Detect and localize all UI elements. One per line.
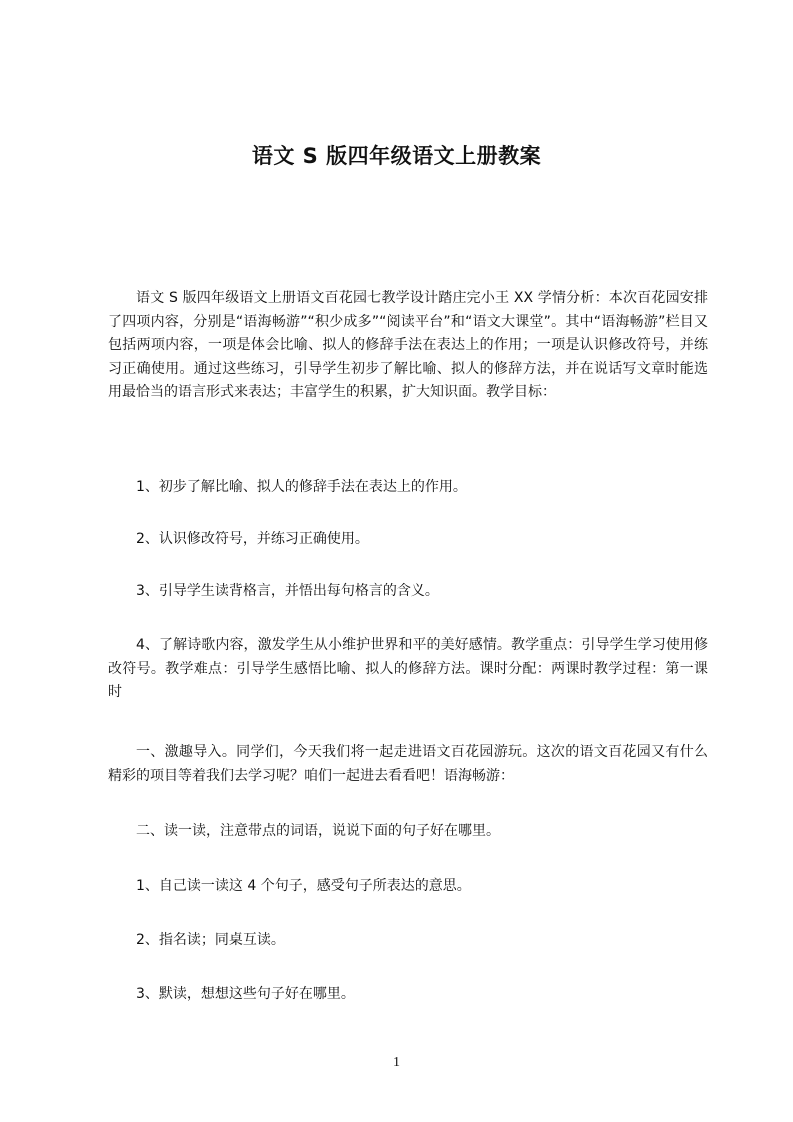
paragraph-objective-1: 1、初步了解比喻、拟人的修辞手法在表达上的作用。	[136, 479, 467, 495]
paragraph-substep-1: 1、自己读一读这 4 个句子，感受句子所表达的意思。	[136, 878, 471, 894]
page-number: 1	[393, 1055, 400, 1070]
paragraph-substep-2: 2、指名读；同桌互读。	[136, 932, 285, 948]
paragraph-intro: 语文 S 版四年级语文上册语文百花园七教学设计踏庄完小王 XX 学情分析：本次百花园安排了四项内容，分别是“语海畅游”“积少成多”“阅读平台”和“语文大课堂”。其中“语海畅游”栏目又包括两项内容，一项是体会比喻、拟人的修辞手法在表达上的作用；一项是认识修改符号，并练习正确使用。通过这些练习，引导学生初步了解比喻、拟人的修辞方法，并在说话写文章时能选用最恰当的语言形式来表达；丰富学生的积累，扩大知识面。教学目标：	[108, 290, 708, 400]
paragraph-objective-2: 2、认识修改符号，并练习正确使用。	[136, 531, 369, 547]
document-title: 语文 S 版四年级语文上册教案	[251, 144, 542, 168]
paragraph-substep-3: 3、默读，想想这些句子好在哪里。	[136, 986, 355, 1002]
paragraph-objective-3: 3、引导学生读背格言，并悟出每句格言的含义。	[136, 583, 439, 599]
paragraph-step-1: 一、激趣导入。同学们，今天我们将一起走进语文百花园游玩。这次的语文百花园又有什么精彩的项目等着我们去学习呢？咱们一起进去看看吧！语海畅游：	[108, 744, 708, 784]
paragraph-objective-4: 4、了解诗歌内容，激发学生从小维护世界和平的美好感情。教学重点：引导学生学习使用修改符号。教学难点：引导学生感悟比喻、拟人的修辞方法。课时分配：两课时教学过程：第一课时	[108, 637, 708, 700]
paragraph-step-2: 二、读一读，注意带点的词语，说说下面的句子好在哪里。	[136, 823, 500, 839]
